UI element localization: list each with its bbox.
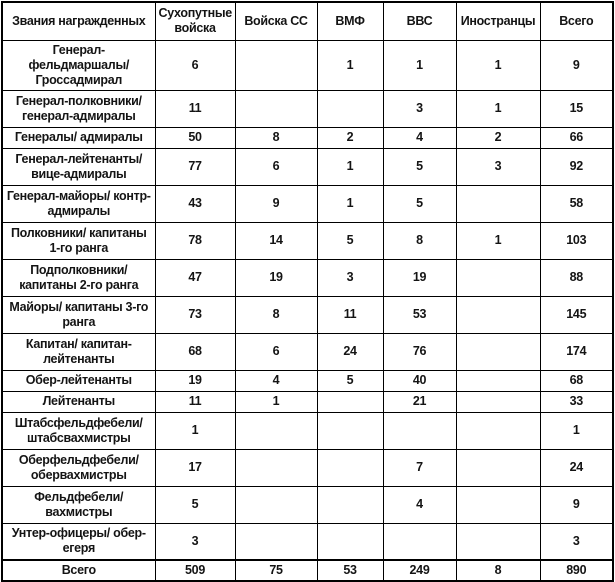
- value-cell: [317, 412, 383, 449]
- table-row: [2, 40, 613, 90]
- value-cell: 19: [235, 259, 317, 296]
- value-cell: 1: [155, 412, 235, 449]
- value-cell: 43: [155, 185, 235, 222]
- value-cell: 1: [456, 222, 540, 259]
- value-cell: 4: [383, 127, 456, 148]
- table-body: [2, 40, 613, 560]
- value-cell: 1: [235, 391, 317, 412]
- value-cell: 1: [317, 40, 383, 90]
- value-cell: 88: [540, 259, 613, 296]
- value-cell: 7: [383, 449, 456, 486]
- value-cell: 21: [383, 391, 456, 412]
- value-cell: 33: [540, 391, 613, 412]
- value-cell: 8: [383, 222, 456, 259]
- value-cell: 11: [155, 391, 235, 412]
- value-cell: 14: [235, 222, 317, 259]
- value-cell: 9: [540, 40, 613, 90]
- total-value-cell: 509: [155, 560, 235, 581]
- value-cell: 145: [540, 296, 613, 333]
- value-cell: [235, 412, 317, 449]
- value-cell: [456, 449, 540, 486]
- value-cell: [317, 391, 383, 412]
- value-cell: [317, 523, 383, 560]
- value-cell: 8: [235, 127, 317, 148]
- table-row: [2, 412, 613, 449]
- value-cell: 19: [155, 370, 235, 391]
- rank-cell: Генерал-полковники/ генерал-адмиралы: [2, 90, 155, 127]
- value-cell: 68: [155, 333, 235, 370]
- table-row: [2, 391, 613, 412]
- value-cell: [456, 391, 540, 412]
- table-row: [2, 222, 613, 259]
- value-cell: 53: [383, 296, 456, 333]
- value-cell: [456, 412, 540, 449]
- value-cell: [456, 486, 540, 523]
- table-row: [2, 523, 613, 560]
- column-header: Иностранцы: [456, 2, 540, 40]
- value-cell: [235, 523, 317, 560]
- value-cell: 3: [317, 259, 383, 296]
- value-cell: [456, 259, 540, 296]
- total-row: [2, 560, 613, 581]
- value-cell: 77: [155, 148, 235, 185]
- value-cell: 8: [235, 296, 317, 333]
- table-row: [2, 259, 613, 296]
- value-cell: 9: [540, 486, 613, 523]
- value-cell: 103: [540, 222, 613, 259]
- value-cell: [456, 296, 540, 333]
- rank-column-header: Звания награжденных: [2, 2, 155, 40]
- table-row: [2, 449, 613, 486]
- value-cell: 1: [317, 148, 383, 185]
- header-row: [2, 2, 613, 40]
- value-cell: 9: [235, 185, 317, 222]
- total-value-cell: 8: [456, 560, 540, 581]
- value-cell: 5: [383, 185, 456, 222]
- total-label-cell: Всего: [2, 560, 155, 581]
- column-header: Всего: [540, 2, 613, 40]
- value-cell: 5: [317, 222, 383, 259]
- value-cell: 6: [235, 333, 317, 370]
- value-cell: 11: [317, 296, 383, 333]
- value-cell: 6: [155, 40, 235, 90]
- total-value-cell: 75: [235, 560, 317, 581]
- table-row: [2, 370, 613, 391]
- value-cell: 92: [540, 148, 613, 185]
- column-header: Сухопутные войска: [155, 2, 235, 40]
- rank-cell: Генералы/ адмиралы: [2, 127, 155, 148]
- value-cell: 2: [317, 127, 383, 148]
- value-cell: 66: [540, 127, 613, 148]
- rank-cell: Генерал-фельдмаршалы/ Гроссадмирал: [2, 40, 155, 90]
- table-row: [2, 148, 613, 185]
- table-row: [2, 127, 613, 148]
- value-cell: 3: [155, 523, 235, 560]
- value-cell: 5: [155, 486, 235, 523]
- value-cell: [235, 486, 317, 523]
- table-row: [2, 296, 613, 333]
- value-cell: [383, 523, 456, 560]
- value-cell: [235, 40, 317, 90]
- value-cell: 3: [383, 90, 456, 127]
- value-cell: 24: [317, 333, 383, 370]
- value-cell: 78: [155, 222, 235, 259]
- value-cell: 4: [383, 486, 456, 523]
- value-cell: [383, 412, 456, 449]
- value-cell: 17: [155, 449, 235, 486]
- value-cell: 47: [155, 259, 235, 296]
- rank-cell: Полковники/ капитаны 1-го ранга: [2, 222, 155, 259]
- rank-cell: Капитан/ капитан-лейтенанты: [2, 333, 155, 370]
- value-cell: [456, 333, 540, 370]
- column-header: ВМФ: [317, 2, 383, 40]
- rank-cell: Штабсфельдфебели/ штабсвахмистры: [2, 412, 155, 449]
- value-cell: 5: [383, 148, 456, 185]
- rank-cell: Генерал-лейтенанты/ вице-адмиралы: [2, 148, 155, 185]
- value-cell: 4: [235, 370, 317, 391]
- value-cell: [456, 185, 540, 222]
- awards-by-rank-table: [1, 1, 614, 582]
- value-cell: [235, 90, 317, 127]
- value-cell: 50: [155, 127, 235, 148]
- total-value-cell: 53: [317, 560, 383, 581]
- value-cell: 3: [540, 523, 613, 560]
- value-cell: 1: [317, 185, 383, 222]
- rank-cell: Майоры/ капитаны 3-го ранга: [2, 296, 155, 333]
- value-cell: 73: [155, 296, 235, 333]
- table-row: [2, 90, 613, 127]
- value-cell: 1: [383, 40, 456, 90]
- value-cell: 174: [540, 333, 613, 370]
- value-cell: 76: [383, 333, 456, 370]
- value-cell: [456, 370, 540, 391]
- column-header: ВВС: [383, 2, 456, 40]
- value-cell: [317, 90, 383, 127]
- value-cell: 58: [540, 185, 613, 222]
- total-value-cell: 890: [540, 560, 613, 581]
- value-cell: 1: [456, 40, 540, 90]
- value-cell: 19: [383, 259, 456, 296]
- table-row: [2, 486, 613, 523]
- total-value-cell: 249: [383, 560, 456, 581]
- value-cell: 40: [383, 370, 456, 391]
- value-cell: 2: [456, 127, 540, 148]
- value-cell: 68: [540, 370, 613, 391]
- column-header: Войска СС: [235, 2, 317, 40]
- table-row: [2, 333, 613, 370]
- rank-cell: Фельдфебели/ вахмистры: [2, 486, 155, 523]
- value-cell: [317, 486, 383, 523]
- value-cell: [235, 449, 317, 486]
- rank-cell: Оберфельдфебели/ обервахмистры: [2, 449, 155, 486]
- rank-cell: Генерал-майоры/ контр-адмиралы: [2, 185, 155, 222]
- value-cell: [317, 449, 383, 486]
- value-cell: 1: [456, 90, 540, 127]
- value-cell: [456, 523, 540, 560]
- value-cell: 3: [456, 148, 540, 185]
- value-cell: 15: [540, 90, 613, 127]
- value-cell: 24: [540, 449, 613, 486]
- rank-cell: Подполковники/ капитаны 2-го ранга: [2, 259, 155, 296]
- value-cell: 1: [540, 412, 613, 449]
- value-cell: 11: [155, 90, 235, 127]
- value-cell: 5: [317, 370, 383, 391]
- rank-cell: Унтер-офицеры/ обер-егеря: [2, 523, 155, 560]
- table-row: [2, 185, 613, 222]
- rank-cell: Лейтенанты: [2, 391, 155, 412]
- value-cell: 6: [235, 148, 317, 185]
- rank-cell: Обер-лейтенанты: [2, 370, 155, 391]
